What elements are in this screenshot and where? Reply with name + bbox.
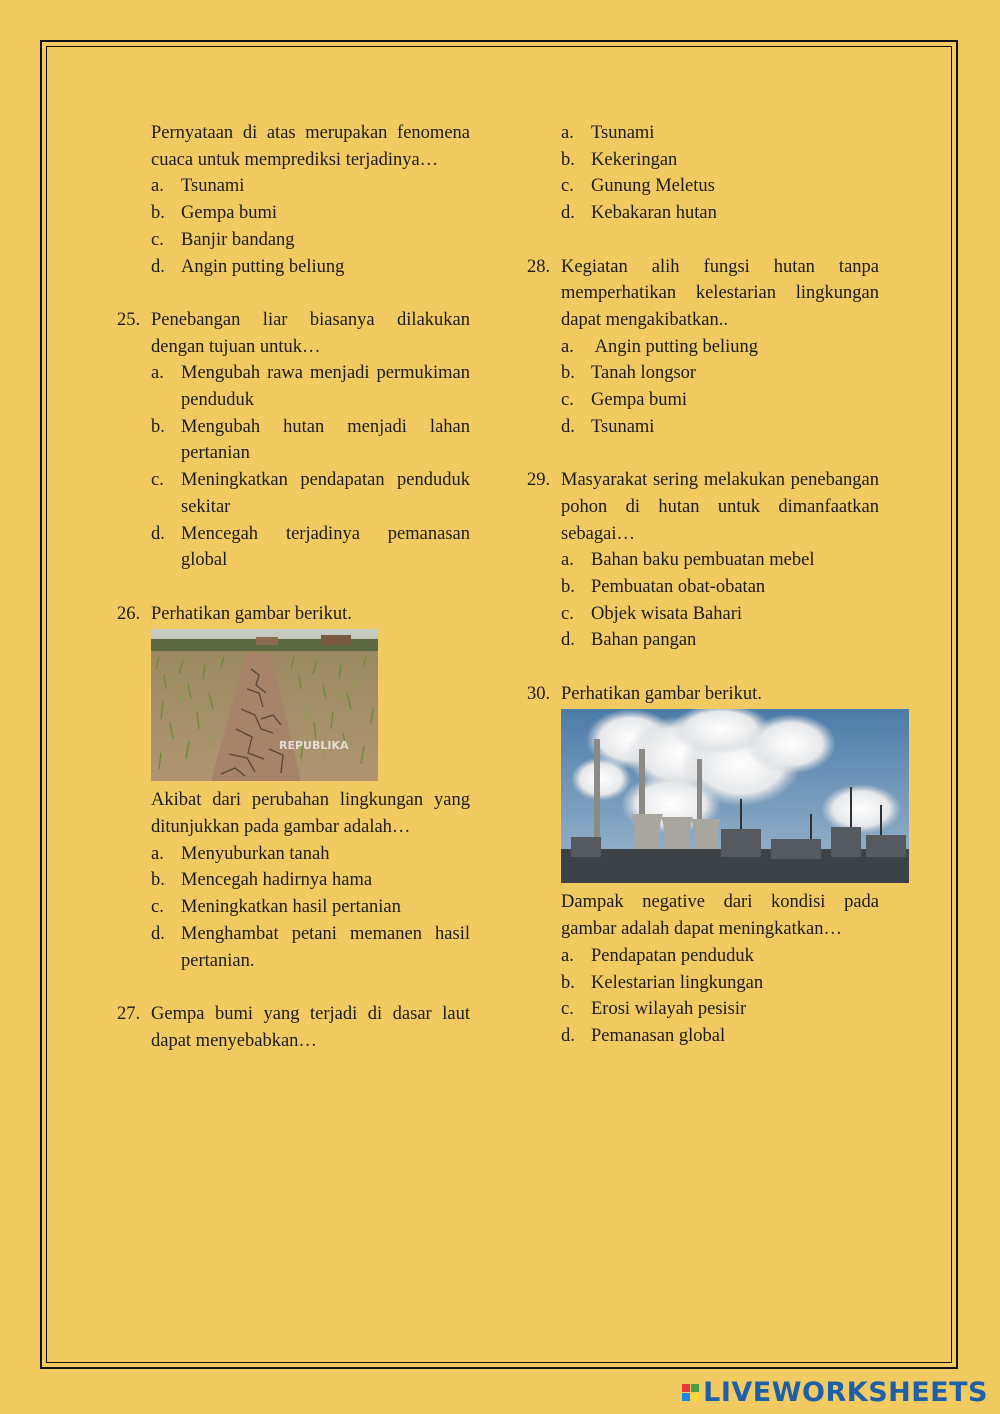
- question-25: [117, 307, 470, 574]
- question-26-option-b[interactable]: b. Mencegah hadirnya hama: [151, 870, 373, 891]
- question-28-option-b[interactable]: b. Tanah longsor: [561, 363, 697, 384]
- liveworksheets-logo[interactable]: [682, 1377, 988, 1408]
- question-24-option-d[interactable]: d. Angin putting beliung: [151, 256, 345, 277]
- question-27-option-c[interactable]: c. Gunung Meletus: [561, 176, 715, 197]
- question-26-question: Akibat dari perubahan lingkungan yang ditunjukkan pada gambar adalah…: [151, 790, 470, 838]
- question-27-options-block: [527, 120, 879, 227]
- question-25-option-d[interactable]: d. Mencegah terjadinya pemanasan global: [151, 523, 470, 571]
- liveworksheets-logo-text: LIVEWORKSHEETS: [703, 1377, 988, 1408]
- question-27-stem: Gempa bumi yang terjadi di dasar laut dapat menyebabkan…: [151, 1003, 470, 1051]
- question-number: 29.: [527, 470, 551, 491]
- question-28-option-a[interactable]: a. Angin putting beliung: [561, 336, 759, 357]
- question-30-option-d[interactable]: d. Pemanasan global: [561, 1025, 726, 1046]
- question-30-question: Dampak negative dari kondisi pada gambar adalah dapat meningkatkan…: [561, 892, 879, 940]
- question-28-options: [561, 334, 879, 441]
- question-28-option-d[interactable]: d. Tsunami: [561, 416, 655, 437]
- liveworksheets-logo-icon: [682, 1384, 699, 1401]
- question-25-option-b[interactable]: b. Mengubah hutan menjadi lahan pertanian: [151, 416, 470, 464]
- question-30-option-c[interactable]: c. Erosi wilayah pesisir: [561, 999, 747, 1020]
- question-25-option-c[interactable]: c. Meningkatkan pendapatan penduduk sekitar: [151, 470, 470, 517]
- question-28-option-c[interactable]: c. Gempa bumi: [561, 390, 688, 411]
- question-26-stem: Perhatikan gambar berikut.: [151, 603, 352, 624]
- left-column: [117, 120, 470, 1081]
- question-26-options: [151, 841, 470, 975]
- question-30-options: [561, 943, 879, 1050]
- question-30-option-b[interactable]: b. Kelestarian lingkungan: [561, 972, 764, 993]
- question-24-option-b[interactable]: b. Gempa bumi: [151, 203, 278, 224]
- question-number: 27.: [117, 1003, 141, 1024]
- question-30-option-a[interactable]: a. Pendapatan penduduk: [561, 945, 754, 966]
- question-24-options: [151, 173, 470, 280]
- question-30-stem: Perhatikan gambar berikut.: [561, 683, 762, 704]
- question-24: [117, 120, 470, 280]
- question-26-option-a[interactable]: a. Menyuburkan tanah: [151, 843, 330, 864]
- question-26-option-c[interactable]: c. Meningkatkan hasil pertanian: [151, 897, 401, 918]
- question-27-option-b[interactable]: b. Kekeringan: [561, 149, 678, 170]
- question-29: [527, 467, 879, 654]
- question-27-option-d[interactable]: d. Kebakaran hutan: [561, 203, 717, 224]
- question-number: 30.: [527, 683, 551, 704]
- question-26: [117, 601, 470, 975]
- question-25-stem: Penebangan liar biasanya dilakukan dengan tujuan untuk…: [151, 309, 470, 357]
- question-29-option-c[interactable]: c. Objek wisata Bahari: [561, 603, 743, 624]
- dry-field-photo: [151, 629, 378, 781]
- question-24-option-c[interactable]: c. Banjir bandang: [151, 229, 295, 250]
- question-25-option-a[interactable]: a. Mengubah rawa menjadi permukiman penduduk: [151, 363, 470, 411]
- question-27-options: [561, 120, 879, 227]
- question-24-option-a[interactable]: a. Tsunami: [151, 176, 245, 197]
- question-24-stem: Pernyataan di atas merupakan fenomena cuaca untuk memprediksi terjadinya…: [151, 123, 470, 170]
- question-29-option-b[interactable]: b. Pembuatan obat-obatan: [561, 576, 766, 597]
- question-27-option-a[interactable]: a. Tsunami: [561, 123, 655, 143]
- question-29-option-a[interactable]: a. Bahan baku pembuatan mebel: [561, 550, 815, 571]
- question-30: [527, 681, 879, 1050]
- question-number: 28.: [527, 256, 551, 277]
- question-26-option-d[interactable]: d. Menghambat petani memanen hasil pertanian.: [151, 923, 470, 971]
- question-29-options: [561, 547, 879, 654]
- question-28: [527, 254, 879, 441]
- question-number: 26.: [117, 603, 141, 624]
- question-25-options: [151, 360, 470, 574]
- photo-watermark: REPUBLIKA: [279, 739, 349, 753]
- factory-pollution-photo: [561, 709, 909, 883]
- question-29-option-d[interactable]: d. Bahan pangan: [561, 630, 697, 651]
- question-number: 25.: [117, 309, 141, 330]
- question-28-stem: Kegiatan alih fungsi hutan tanpa memperhatikan kelestarian lingkungan dapat mengakibatkan..: [561, 256, 879, 330]
- right-column: [527, 120, 879, 1076]
- question-27: [117, 1001, 470, 1054]
- question-29-stem: Masyarakat sering melakukan penebangan pohon di hutan untuk dimanfaatkan sebagai…: [561, 470, 879, 544]
